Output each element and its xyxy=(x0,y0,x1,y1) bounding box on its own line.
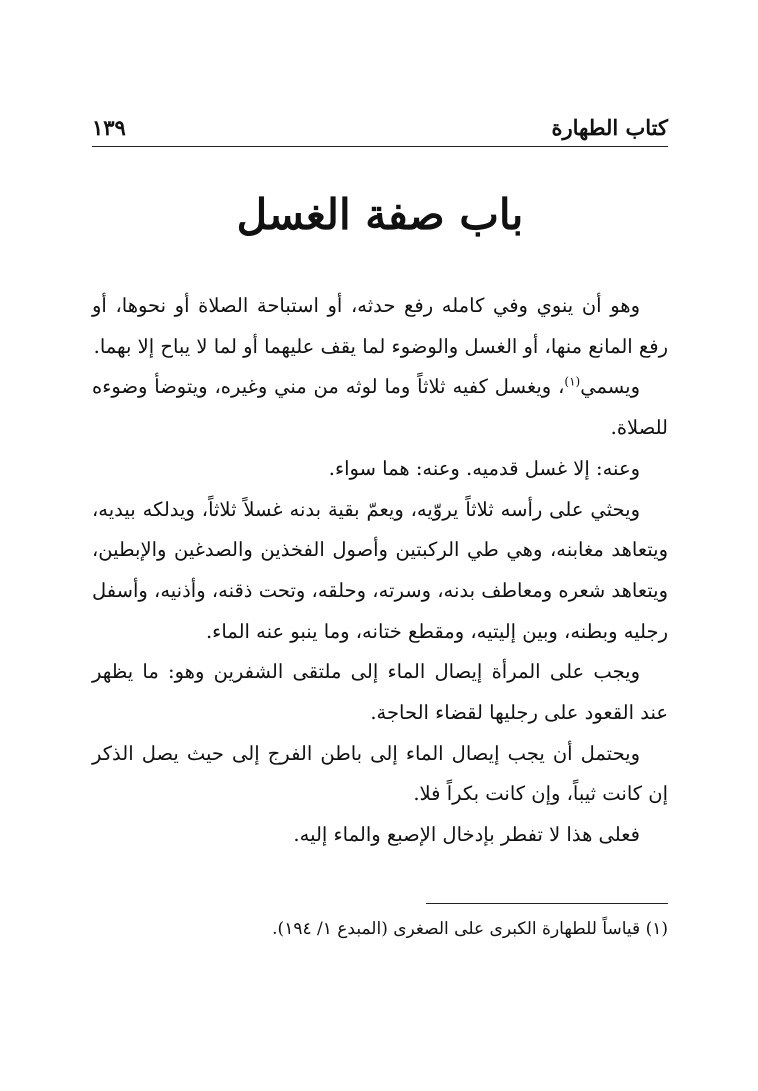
paragraph-feet: وعنه: إلا غسل قدميه. وعنه: هما سواء. xyxy=(328,456,640,480)
tasmiya-rest: ، ويغسل كفيه ثلاثاً وما لوثه من مني وغيره، ويتوضأ وضوءه للصلاة. xyxy=(92,375,668,440)
paragraph-tasmiya xyxy=(92,367,668,448)
footnote-reference[interactable]: (١) xyxy=(564,374,581,389)
footnote-divider xyxy=(426,903,668,904)
paragraph-intention: وهو أن ينوي وفي كامله رفع حدثه، أو استباحة الصلاة أو نحوها، أو رفع المانع منها، أو الغسل والوضوء لما يقف عليهما أو لما لا يباح إلا بهما. xyxy=(92,294,668,358)
paragraph-washing: ويحثي على رأسه ثلاثاً يروّيه، ويعمّ بقية بدنه غسلاً ثلاثاً، ويدلكه بيديه، ويتعاهد مغابنه، وهي طي الركبتين وأصول الفخذين والصدغين والإبطين، ويتعاهد شعره ومعاطف بدنه، وسرته، وحلقه، وتحت ذقنه، وأذنيه، وأسفل رجليه وبطنه، وبين إليتيه، ومقطع ختانه، وما ينبو عنه الماء. xyxy=(92,497,668,643)
page-number: ١٣٩ xyxy=(92,115,126,140)
paragraph-possibility: ويحتمل أن يجب إيصال الماء إلى باطن الفرج إلى حيث يصل الذكر إن كانت ثيباً، وإن كانت بكراً فلا. xyxy=(92,741,668,806)
paragraph-fasting: فعلى هذا لا تفطر بإدخال الإصبع والماء إليه. xyxy=(293,823,640,847)
running-header xyxy=(92,106,668,147)
tasmiya-start: ويسمي xyxy=(580,375,640,399)
body-text xyxy=(92,286,668,856)
running-title: كتاب الطهارة xyxy=(551,115,668,140)
paragraph-woman: ويجب على المرأة إيصال الماء إلى ملتقى الشفرين وهو: ما يظهر عند القعود على رجليها لقضاء الحاجة. xyxy=(92,660,668,725)
footnote: (١) قياساً للطهارة الكبرى على الصغرى (المبدع ١/ ١٩٤). xyxy=(272,919,668,939)
chapter-title: باب صفة الغسل xyxy=(236,190,524,239)
